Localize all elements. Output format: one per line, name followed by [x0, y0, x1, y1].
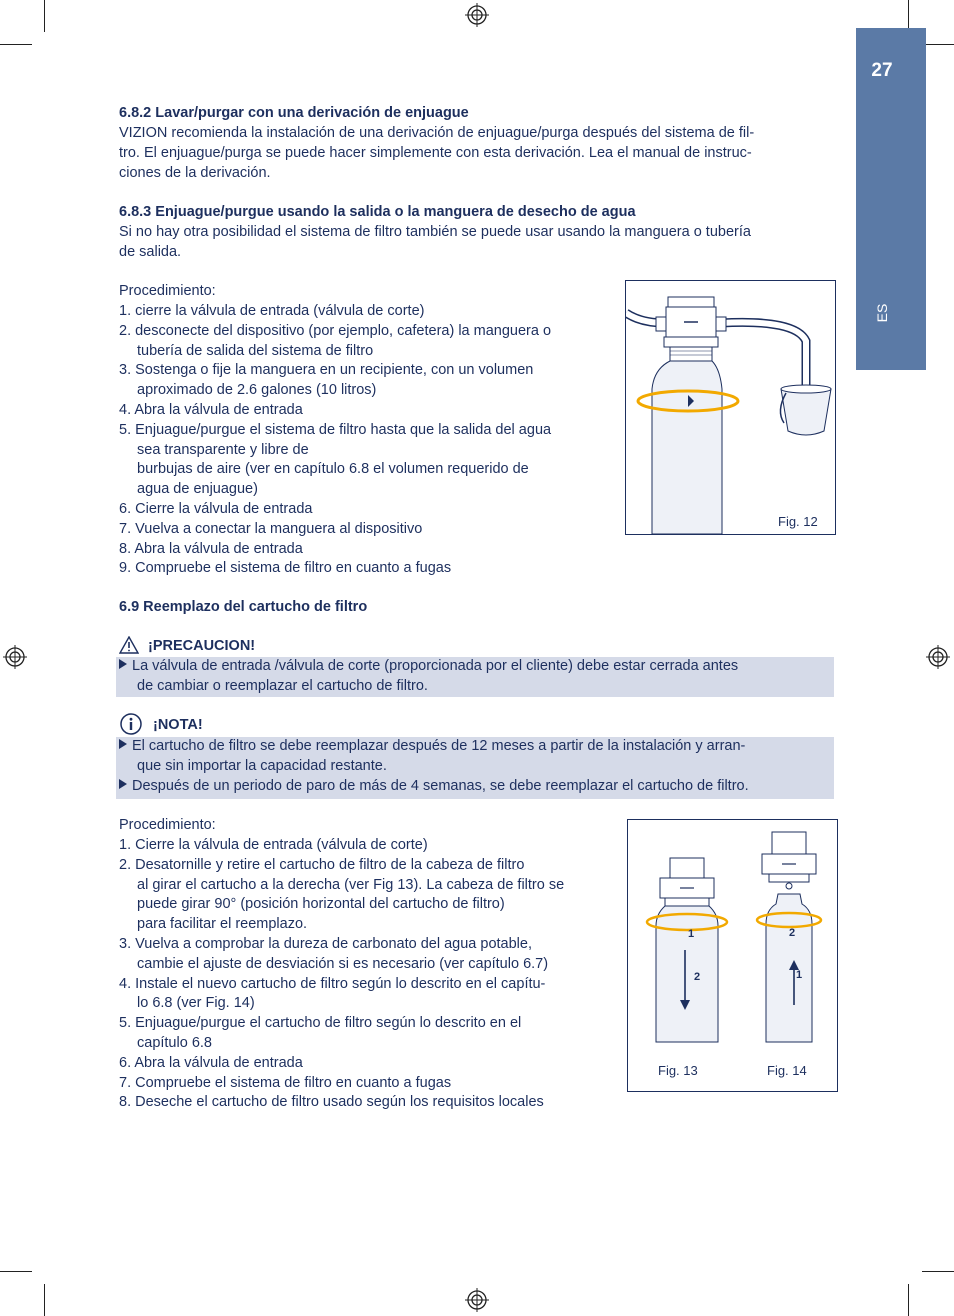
procedure-step: 5. Enjuague/purgue el sistema de filtro hasta que la salida del agua: [119, 421, 552, 438]
figure-14-caption: Fig. 14: [767, 1063, 807, 1078]
crop-mark: [44, 0, 45, 32]
procedure-step: 2. desconecte del dispositivo (por ejemplo, cafetera) la manguera o: [119, 322, 552, 339]
procedure-step: capítulo 6.8: [137, 1034, 212, 1051]
procedure-step: puede girar 90° (posición horizontal del cartucho de filtro): [137, 896, 505, 913]
body-line: VIZION recomienda la instalación de una derivación de enjuague/purga después del sistema de fil-: [119, 125, 755, 141]
procedure-step: aproximado de 2.6 galones (10 litros): [137, 382, 377, 399]
fig13-label-2: 2: [694, 971, 701, 983]
procedure-step: cambie el ajuste de desviación si es necesario (ver capítulo 6.7): [137, 955, 549, 972]
procedure-step: 6. Cierre la válvula de entrada: [119, 500, 313, 517]
crop-mark: [922, 44, 954, 45]
procedure-step: 6. Abra la válvula de entrada: [119, 1054, 303, 1071]
procedure-list-2: [119, 836, 564, 1113]
figure-13-14: [627, 819, 838, 1092]
registration-mark-icon: [926, 645, 950, 669]
procedure-list-1: [119, 302, 551, 579]
procedure-step: agua de enjuague): [137, 481, 258, 498]
note-line: El cartucho de filtro se debe reemplazar después de 12 meses a partir de la instalación y arran-: [132, 738, 746, 754]
fig13-label-1: 1: [688, 928, 695, 940]
bullet-triangle-icon: [119, 779, 127, 789]
procedure-step: 3. Vuelva a comprobar la dureza de carbonato del agua potable,: [119, 935, 532, 952]
procedure-step: 7. Compruebe el sistema de filtro en cuanto a fugas: [119, 1074, 452, 1091]
crop-mark: [0, 44, 32, 45]
procedure-step: 4. Abra la válvula de entrada: [119, 401, 303, 418]
figure-12: [625, 280, 836, 535]
figure-12-caption: Fig. 12: [778, 514, 818, 529]
section-heading-6-9: 6.9 Reemplazo del cartucho de filtro: [119, 599, 368, 615]
caution-body: [119, 657, 738, 697]
procedure-step: 2. Desatornille y retire el cartucho de filtro de la cabeza de filtro: [119, 856, 525, 873]
page-number: 27: [871, 60, 893, 81]
crop-mark: [908, 1284, 909, 1316]
body-line: de salida.: [119, 243, 182, 260]
procedure-step: 8. Abra la válvula de entrada: [119, 540, 303, 557]
procedure-step: 1. Cierre la válvula de entrada (válvula de corte): [119, 837, 428, 853]
registration-mark-icon: [465, 3, 489, 27]
procedure-step: 7. Vuelva a conectar la manguera al dispositivo: [119, 520, 423, 537]
procedure-label: Procedimiento:: [119, 283, 216, 299]
section-6-8-3-body: [119, 223, 751, 263]
section-heading-6-8-3: 6.8.3 Enjuague/purgue usando la salida o la manguera de desecho de agua: [119, 204, 636, 220]
procedure-step: 3. Sostenga o fije la manguera en un recipiente, con un volumen: [119, 362, 534, 379]
body-line: Si no hay otra posibilidad el sistema de filtro también se puede usar usando la manguera o tubería: [119, 224, 751, 240]
bullet-triangle-icon: [119, 739, 127, 749]
procedure-step: 8. Deseche el cartucho de filtro usado según los requisitos locales: [119, 1094, 544, 1111]
procedure-step: 9. Compruebe el sistema de filtro en cuanto a fugas: [119, 560, 452, 577]
warning-triangle-icon: [119, 636, 139, 654]
procedure-step: sea transparente y libre de: [137, 441, 309, 458]
caution-title: ¡PRECAUCION!: [148, 638, 256, 654]
section-6-8-2-body: [119, 124, 754, 183]
caution-line: de cambiar o reemplazar el cartucho de filtro.: [137, 677, 428, 694]
language-label: ES: [874, 303, 890, 323]
crop-mark: [0, 1271, 32, 1272]
figure-13-caption: Fig. 13: [658, 1063, 698, 1078]
body-line: tro. El enjuague/purga se puede hacer simplemente con esta derivación. Lea el manual de instruc-: [119, 144, 752, 161]
procedure-step: 5. Enjuague/purgue el cartucho de filtro según lo descrito en el: [119, 1015, 522, 1032]
crop-mark: [44, 1284, 45, 1316]
crop-mark: [922, 1271, 954, 1272]
cartridge-replacement-illustration: [628, 820, 837, 1091]
section-heading-6-8-2: 6.8.2 Lavar/purgar con una derivación de enjuague: [119, 105, 469, 121]
procedure-step: 1. cierre la válvula de entrada (válvula de corte): [119, 303, 425, 319]
body-line: ciones de la derivación.: [119, 164, 271, 181]
note-line: Después de un periodo de paro de más de 4 semanas, se debe reemplazar el cartucho de filtro.: [132, 777, 749, 794]
fig14-label-2: 2: [789, 927, 796, 939]
bullet-triangle-icon: [119, 659, 127, 669]
procedure-step: burbujas de aire (ver en capítulo 6.8 el volumen requerido de: [137, 461, 529, 478]
procedure-step: lo 6.8 (ver Fig. 14): [137, 995, 255, 1012]
procedure-step: 4. Instale el nuevo cartucho de filtro según lo descrito en el capítu-: [119, 975, 546, 992]
procedure-step: para facilitar el reemplazo.: [137, 916, 308, 933]
procedure-step: al girar el cartucho a la derecha (ver Fig 13). La cabeza de filtro se: [137, 876, 565, 893]
note-body: [119, 737, 749, 796]
procedure-step: tubería de salida del sistema de filtro: [137, 342, 374, 359]
note-line: que sin importar la capacidad restante.: [137, 757, 387, 774]
procedure-label: Procedimiento:: [119, 817, 216, 833]
note-title: ¡NOTA!: [153, 717, 203, 733]
caution-line: La válvula de entrada /válvula de corte (proporcionada por el cliente) debe estar cerrada antes: [132, 658, 739, 674]
registration-mark-icon: [3, 645, 27, 669]
fig14-label-1: 1: [796, 969, 803, 981]
registration-mark-icon: [465, 1288, 489, 1312]
info-icon: [119, 712, 143, 736]
filter-rinse-illustration: [626, 281, 835, 534]
